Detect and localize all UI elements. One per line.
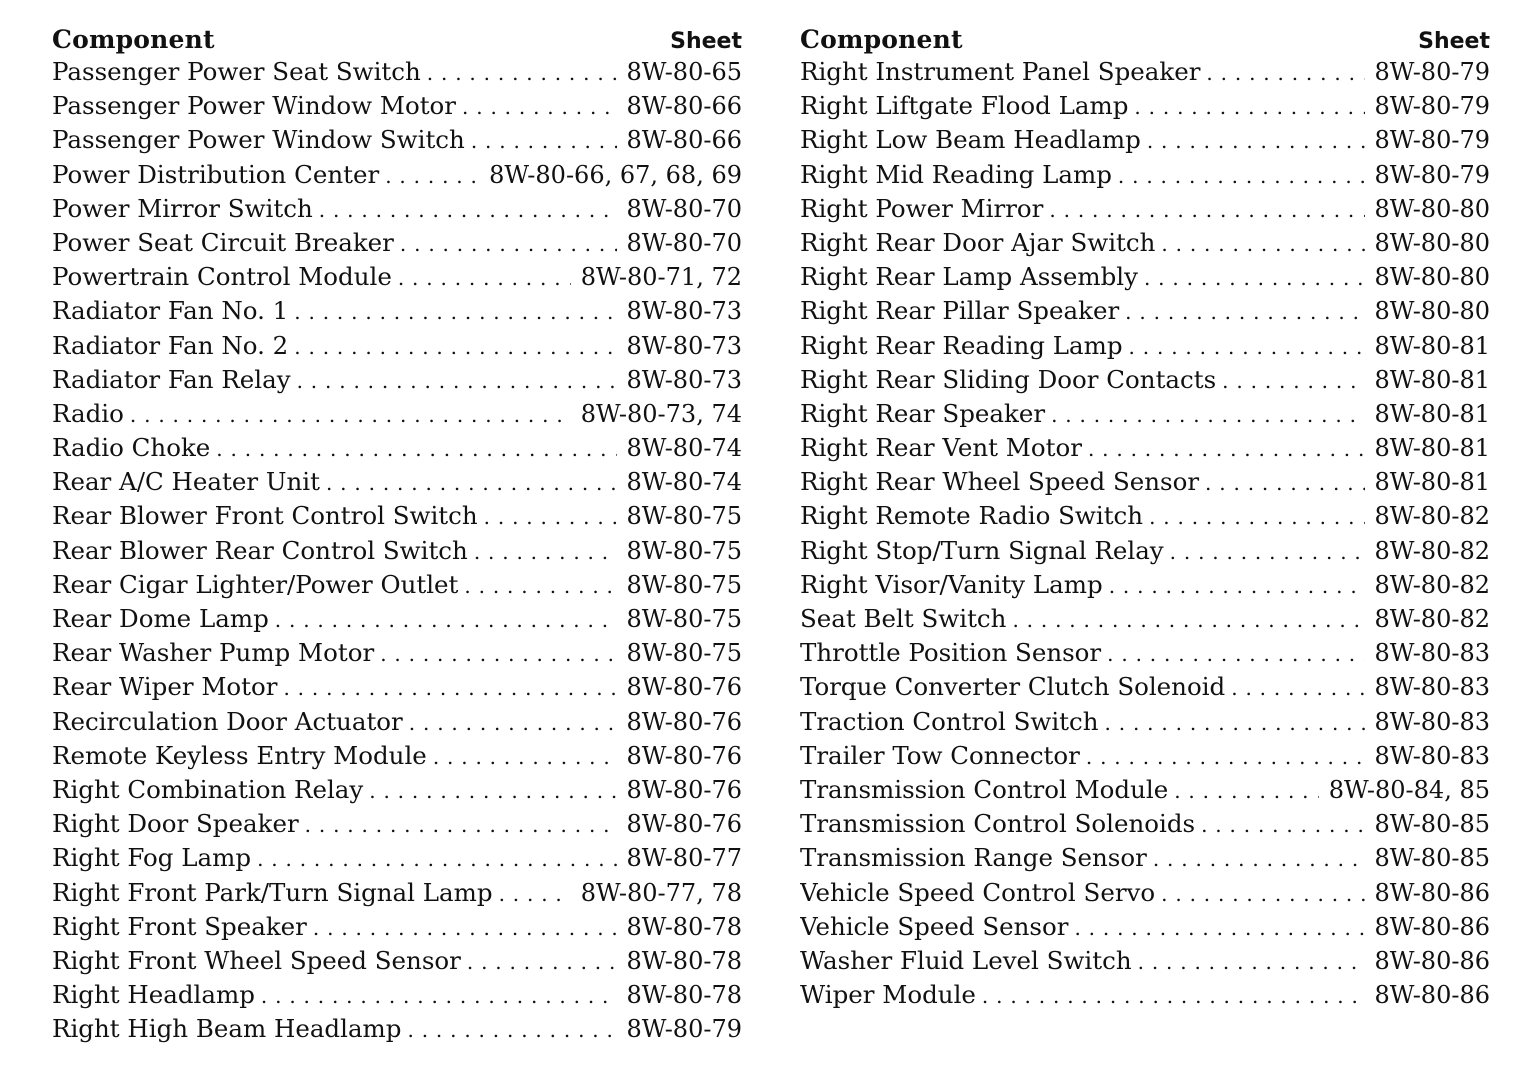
- sheet-reference: 8W-80-77, 78: [580, 878, 742, 907]
- component-name: Right Power Mirror: [800, 193, 1044, 223]
- component-name: Right Low Beam Headlamp: [800, 125, 1141, 155]
- sheet-reference: 8W-80-73: [626, 297, 742, 326]
- component-name: Right Stop/Turn Signal Relay: [800, 535, 1164, 565]
- dot-leader: [294, 295, 616, 328]
- dot-leader: [1134, 90, 1364, 123]
- dot-leader: [326, 466, 617, 499]
- component-name: Recirculation Door Actuator: [52, 706, 403, 736]
- sheet-reference: 8W-80-79: [1374, 126, 1490, 155]
- dot-leader: [319, 193, 617, 226]
- component-name: Wiper Module: [800, 980, 976, 1010]
- component-name: Power Mirror Switch: [52, 193, 313, 223]
- sheet-reference: 8W-80-65: [626, 58, 742, 86]
- sheet-heading: Sheet: [1418, 29, 1490, 54]
- component-name: Torque Converter Clutch Solenoid: [800, 672, 1226, 702]
- component-name: Rear Wiper Motor: [52, 672, 278, 702]
- component-name: Traction Control Switch: [800, 706, 1099, 736]
- component-name: Powertrain Control Module: [52, 262, 392, 292]
- component-name: Transmission Control Solenoids: [800, 809, 1196, 839]
- dot-leader: [1144, 261, 1365, 294]
- component-name: Radiator Fan No. 1: [52, 296, 289, 326]
- component-name: Rear Cigar Lighter/Power Outlet: [52, 569, 459, 599]
- dot-leader: [1161, 877, 1364, 910]
- component-name: Right Rear Pillar Speaker: [800, 296, 1120, 326]
- dot-leader: [130, 398, 571, 431]
- dot-leader: [1074, 911, 1364, 944]
- sheet-reference: 8W-80-83: [1374, 741, 1490, 770]
- index-entry: [800, 363, 1490, 397]
- dot-leader: [499, 877, 571, 910]
- dot-leader: [1107, 637, 1364, 670]
- sheet-reference: 8W-80-66, 67, 68, 69: [489, 160, 742, 189]
- dot-leader: [261, 979, 617, 1012]
- index-entry: [52, 397, 742, 431]
- left-column-header: [52, 20, 742, 54]
- component-name: Right Liftgate Flood Lamp: [800, 91, 1129, 121]
- sheet-reference: 8W-80-76: [626, 775, 742, 804]
- sheet-reference: 8W-80-80: [1374, 263, 1490, 292]
- component-name: Passenger Power Window Motor: [52, 91, 457, 121]
- sheet-reference: 8W-80-71, 72: [580, 263, 742, 292]
- index-entry: [52, 89, 742, 123]
- index-entry: [52, 294, 742, 328]
- sheet-reference: 8W-80-75: [626, 570, 742, 599]
- index-entry: [800, 876, 1490, 910]
- component-name: Right Front Speaker: [52, 911, 307, 941]
- component-name: Right Rear Sliding Door Contacts: [800, 364, 1217, 394]
- component-name: Transmission Range Sensor: [800, 843, 1147, 873]
- index-entry: [800, 397, 1490, 431]
- component-name: Right Rear Wheel Speed Sensor: [800, 467, 1200, 497]
- sheet-reference: 8W-80-83: [1374, 707, 1490, 736]
- sheet-reference: 8W-80-81: [1374, 468, 1490, 497]
- left-entry-list: [52, 55, 742, 1046]
- sheet-reference: 8W-80-70: [626, 194, 742, 223]
- index-entry: [800, 465, 1490, 499]
- dot-leader: [1170, 535, 1365, 568]
- sheet-reference: 8W-80-82: [1374, 605, 1490, 633]
- sheet-reference: 8W-80-82: [1374, 502, 1490, 531]
- dot-leader: [464, 569, 616, 602]
- sheet-reference: 8W-80-81: [1374, 331, 1490, 360]
- sheet-reference: 8W-80-86: [1374, 981, 1490, 1010]
- component-name: Throttle Position Sensor: [800, 638, 1102, 668]
- sheet-reference: 8W-80-86: [1374, 878, 1490, 907]
- dot-leader: [283, 671, 616, 704]
- dot-leader: [1118, 159, 1365, 192]
- index-entry: [52, 55, 742, 89]
- sheet-reference: 8W-80-79: [1374, 92, 1490, 121]
- index-entry: [52, 123, 742, 157]
- index-entry: [52, 465, 742, 499]
- sheet-reference: 8W-80-81: [1374, 434, 1490, 463]
- component-name: Rear Dome Lamp: [52, 604, 269, 633]
- index-entry: [800, 89, 1490, 123]
- sheet-reference: 8W-80-76: [626, 741, 742, 770]
- index-entry: [800, 705, 1490, 739]
- component-name: Right Rear Reading Lamp: [800, 330, 1123, 360]
- sheet-reference: 8W-80-84, 85: [1328, 775, 1490, 804]
- dot-leader: [1161, 227, 1364, 260]
- component-heading: Component: [52, 25, 215, 54]
- index-entry: [52, 499, 742, 533]
- index-entry: [800, 192, 1490, 226]
- index-entry: [800, 841, 1490, 875]
- index-entry: [52, 636, 742, 670]
- dot-leader: [1109, 569, 1365, 602]
- sheet-reference: 8W-80-86: [1374, 912, 1490, 941]
- component-name: Right Visor/Vanity Lamp: [800, 569, 1103, 599]
- dot-leader: [313, 911, 617, 944]
- index-entry: [800, 807, 1490, 841]
- dot-leader: [294, 330, 616, 363]
- dot-leader: [1105, 706, 1365, 739]
- sheet-reference: 8W-80-85: [1374, 810, 1490, 839]
- right-entry-list: [800, 55, 1490, 1012]
- index-entry: [800, 158, 1490, 192]
- sheet-reference: 8W-80-79: [1374, 58, 1490, 86]
- dot-leader: [407, 1013, 616, 1046]
- index-entry: [800, 773, 1490, 807]
- index-entry: [52, 158, 742, 192]
- dot-leader: [398, 261, 571, 294]
- dot-leader: [1174, 774, 1318, 807]
- dot-leader: [297, 364, 617, 397]
- sheet-reference: 8W-80-73: [626, 331, 742, 360]
- index-entry: [52, 841, 742, 875]
- index-entry: [800, 329, 1490, 363]
- sheet-reference: 8W-80-74: [626, 434, 742, 463]
- component-name: Vehicle Speed Sensor: [800, 911, 1069, 941]
- dot-leader: [1138, 945, 1365, 978]
- index-entry: [800, 568, 1490, 602]
- dot-leader: [1149, 500, 1364, 533]
- sheet-reference: 8W-80-73, 74: [580, 399, 742, 428]
- index-entry: [800, 226, 1490, 260]
- dot-leader: [305, 808, 617, 841]
- component-name: Trailer Tow Connector: [800, 740, 1080, 770]
- component-name: Radiator Fan No. 2: [52, 330, 289, 360]
- index-entry: [800, 55, 1490, 89]
- component-name: Right Headlamp: [52, 980, 255, 1010]
- sheet-reference: 8W-80-79: [1374, 160, 1490, 189]
- component-heading: Component: [800, 25, 963, 54]
- index-entry: [52, 568, 742, 602]
- component-name: Right Instrument Panel Speaker: [800, 57, 1201, 86]
- index-entry: [52, 670, 742, 704]
- sheet-reference: 8W-80-75: [626, 639, 742, 668]
- index-entry: [52, 226, 742, 260]
- dot-leader: [1147, 124, 1365, 157]
- dot-leader: [427, 56, 617, 89]
- dot-leader: [474, 535, 617, 568]
- index-entry: [800, 670, 1490, 704]
- component-name: Remote Keyless Entry Module: [52, 740, 427, 770]
- component-name: Right Front Wheel Speed Sensor: [52, 945, 461, 975]
- index-entry: [52, 910, 742, 944]
- component-name: Power Seat Circuit Breaker: [52, 227, 394, 257]
- component-name: Right Rear Speaker: [800, 398, 1046, 428]
- index-entry: [52, 431, 742, 465]
- dot-leader: [1201, 808, 1364, 841]
- sheet-reference: 8W-80-66: [626, 92, 742, 121]
- index-entry: [800, 978, 1490, 1012]
- index-entry: [52, 329, 742, 363]
- component-name: Right Rear Door Ajar Switch: [800, 227, 1156, 257]
- sheet-reference: 8W-80-73: [626, 365, 742, 394]
- component-name: Power Distribution Center: [52, 159, 380, 189]
- dot-leader: [462, 90, 616, 123]
- index-entry: [52, 1012, 742, 1046]
- component-name: Vehicle Speed Control Servo: [800, 877, 1156, 907]
- sheet-reference: 8W-80-80: [1374, 297, 1490, 326]
- dot-leader: [1012, 603, 1364, 636]
- index-entry: [800, 602, 1490, 636]
- sheet-reference: 8W-80-75: [626, 502, 742, 531]
- dot-leader: [1206, 56, 1364, 89]
- index-entry: [52, 807, 742, 841]
- sheet-reference: 8W-80-76: [626, 673, 742, 702]
- dot-leader: [409, 706, 617, 739]
- index-entry: [800, 910, 1490, 944]
- component-name: Radio: [52, 398, 124, 428]
- component-name: Radio Choke: [52, 433, 211, 463]
- index-entry: [800, 636, 1490, 670]
- sheet-reference: 8W-80-80: [1374, 194, 1490, 223]
- dot-leader: [400, 227, 617, 260]
- component-name: Rear Blower Front Control Switch: [52, 501, 478, 531]
- index-entry: [52, 192, 742, 226]
- dot-leader: [369, 774, 616, 807]
- right-index-column: [800, 20, 1490, 1012]
- sheet-reference: 8W-80-86: [1374, 946, 1490, 975]
- right-column-header: [800, 20, 1490, 54]
- sheet-reference: 8W-80-82: [1374, 570, 1490, 599]
- component-name: Rear Blower Rear Control Switch: [52, 535, 468, 565]
- index-entry: [52, 534, 742, 568]
- sheet-reference: 8W-80-74: [626, 468, 742, 497]
- dot-leader: [257, 842, 616, 875]
- dot-leader: [1231, 671, 1364, 704]
- dot-leader: [484, 500, 617, 533]
- dot-leader: [1153, 842, 1365, 875]
- component-name: Radiator Fan Relay: [52, 364, 291, 394]
- component-name: Transmission Control Module: [800, 774, 1169, 804]
- sheet-reference: 8W-80-76: [626, 810, 742, 839]
- dot-leader: [216, 432, 616, 465]
- component-name: Rear A/C Heater Unit: [52, 467, 320, 497]
- left-index-column: [52, 20, 742, 1046]
- dot-leader: [1129, 330, 1365, 363]
- sheet-reference: 8W-80-78: [626, 912, 742, 941]
- component-name: Passenger Power Window Switch: [52, 125, 465, 155]
- sheet-reference: 8W-80-81: [1374, 399, 1490, 428]
- dot-leader: [385, 159, 479, 192]
- sheet-reference: 8W-80-83: [1374, 673, 1490, 702]
- dot-leader: [1125, 295, 1364, 328]
- index-entry: [800, 499, 1490, 533]
- index-entry: [52, 602, 742, 636]
- dot-leader: [982, 979, 1365, 1012]
- dot-leader: [275, 603, 617, 636]
- dot-leader: [1049, 193, 1364, 226]
- component-name: Right Mid Reading Lamp: [800, 159, 1112, 189]
- component-name: Right Remote Radio Switch: [800, 501, 1144, 531]
- index-entry: [52, 978, 742, 1012]
- sheet-reference: 8W-80-85: [1374, 844, 1490, 873]
- index-entry: [52, 876, 742, 910]
- index-entry: [800, 431, 1490, 465]
- component-name: Right Combination Relay: [52, 774, 364, 804]
- index-entry: [52, 705, 742, 739]
- index-entry: [52, 260, 742, 294]
- dot-leader: [1086, 740, 1365, 773]
- index-entry: [800, 294, 1490, 328]
- component-name: Seat Belt Switch: [800, 604, 1007, 633]
- sheet-reference: 8W-80-66: [626, 126, 742, 155]
- dot-leader: [1051, 398, 1364, 431]
- component-name: Rear Washer Pump Motor: [52, 638, 375, 668]
- component-name: Passenger Power Seat Switch: [52, 57, 421, 86]
- sheet-reference: 8W-80-75: [626, 536, 742, 565]
- component-name: Right Rear Lamp Assembly: [800, 262, 1138, 292]
- index-entry: [800, 260, 1490, 294]
- sheet-reference: 8W-80-78: [626, 946, 742, 975]
- dot-leader: [467, 945, 617, 978]
- component-name: Right High Beam Headlamp: [52, 1014, 402, 1044]
- sheet-reference: 8W-80-82: [1374, 536, 1490, 565]
- component-name: Right Front Park/Turn Signal Lamp: [52, 877, 493, 907]
- index-entry: [800, 739, 1490, 773]
- dot-leader: [433, 740, 617, 773]
- sheet-reference: 8W-80-78: [626, 981, 742, 1010]
- dot-leader: [380, 637, 616, 670]
- dot-leader: [1205, 466, 1364, 499]
- index-entry: [800, 944, 1490, 978]
- component-name: Right Door Speaker: [52, 809, 299, 839]
- index-entry: [52, 739, 742, 773]
- component-name: Washer Fluid Level Switch: [800, 945, 1132, 975]
- index-entry: [800, 534, 1490, 568]
- index-entry: [52, 363, 742, 397]
- dot-leader: [1088, 432, 1365, 465]
- index-entry: [800, 123, 1490, 157]
- sheet-reference: 8W-80-79: [626, 1015, 742, 1044]
- index-entry: [52, 944, 742, 978]
- sheet-reference: 8W-80-77: [626, 844, 742, 873]
- sheet-reference: 8W-80-81: [1374, 365, 1490, 394]
- dot-leader: [471, 124, 617, 157]
- sheet-heading: Sheet: [670, 29, 742, 54]
- component-name: Right Rear Vent Motor: [800, 433, 1082, 463]
- sheet-reference: 8W-80-70: [626, 228, 742, 257]
- component-name: Right Fog Lamp: [52, 843, 252, 873]
- sheet-reference: 8W-80-83: [1374, 639, 1490, 668]
- sheet-reference: 8W-80-80: [1374, 228, 1490, 257]
- sheet-reference: 8W-80-76: [626, 707, 742, 736]
- dot-leader: [1222, 364, 1364, 397]
- index-entry: [52, 773, 742, 807]
- sheet-reference: 8W-80-75: [626, 605, 742, 633]
